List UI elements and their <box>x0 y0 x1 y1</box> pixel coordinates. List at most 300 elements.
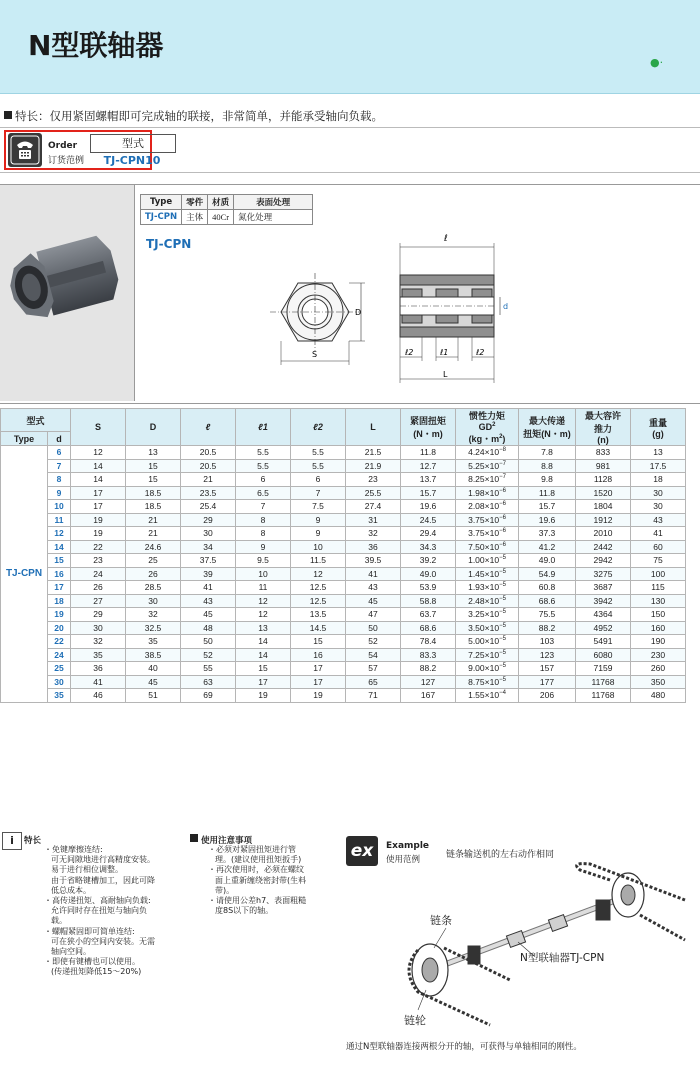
cell-mt: 8.8 <box>519 459 576 473</box>
torque-line1: 紧固扭矩 <box>409 416 446 426</box>
cell-l: 34 <box>181 540 236 554</box>
example-description: 链条输送机的左右动作相同 <box>446 850 555 860</box>
inertia-mantissa: 1.45 <box>468 568 485 579</box>
cell-l1: 8 <box>236 527 291 541</box>
cell-mt: 7.8 <box>519 446 576 460</box>
inertia-exponent: −6 <box>499 541 506 548</box>
cell-l1: 12 <box>236 608 291 622</box>
cell-th: 7159 <box>576 662 631 676</box>
list-item: 可在狭小的空间内安装。无需 <box>51 936 155 946</box>
inertia-exponent: −6 <box>499 487 506 494</box>
cell-l2: 5.5 <box>291 459 346 473</box>
cell-D: 21 <box>126 527 181 541</box>
cell-l2: 16 <box>291 648 346 662</box>
dimension-table <box>0 408 686 703</box>
cell-inertia: $3.50\times 10^{-5}$ <box>456 621 519 635</box>
cell-l1: 6 <box>236 473 291 487</box>
cell-l1: 7 <box>236 500 291 514</box>
cell-S: 41 <box>71 675 126 689</box>
cell-d: 22 <box>48 635 71 649</box>
header-weight <box>631 409 686 446</box>
cell-D: 51 <box>126 689 181 703</box>
dim-L: L <box>443 370 448 379</box>
list-item: 度8S以下的轴。 <box>215 906 274 916</box>
list-item: ・高传递扭矩、高耐轴向负载: <box>44 896 151 906</box>
list-item: (传递扭矩降低15～20%) <box>51 967 142 977</box>
cell-l1: 14 <box>236 648 291 662</box>
cell-inertia: $7.50\times 10^{-6}$ <box>456 540 519 554</box>
cell-l2: 14.5 <box>291 621 346 635</box>
spec-header: 表面处理 <box>234 195 313 210</box>
inertia-mantissa: 7.50 <box>468 541 485 552</box>
list-item: ・螺帽紧固即可简单连结: <box>44 926 135 936</box>
cell-inertia: $1.93\times 10^{-5}$ <box>456 581 519 595</box>
cell-mt: 11.8 <box>519 486 576 500</box>
cell-l: 39 <box>181 567 236 581</box>
square-bullet-icon <box>190 834 198 842</box>
cell-w: 17.5 <box>631 459 686 473</box>
inertia-exponent: −6 <box>499 514 506 521</box>
thrust-line1: 最大容许 <box>584 411 621 421</box>
cell-l1: 10 <box>236 567 291 581</box>
header-inertia: 惯性力矩 $GD^2$ (kg・$m^2$) <box>456 409 519 446</box>
cell-l1: 8 <box>236 513 291 527</box>
cell-l2: 12.5 <box>291 594 346 608</box>
cell-l1: 19 <box>236 689 291 703</box>
cell-t: 15.7 <box>401 486 456 500</box>
table-row <box>1 608 686 622</box>
cell-l1: 5.5 <box>236 459 291 473</box>
cell-D: 35 <box>126 635 181 649</box>
dim-l2-left: ℓ2 <box>405 348 414 357</box>
cell-w: 13 <box>631 446 686 460</box>
cell-mt: 177 <box>519 675 576 689</box>
cell-t: 11.8 <box>401 446 456 460</box>
spec-cell: 氮化处理 <box>234 210 313 225</box>
cell-mt: 75.5 <box>519 608 576 622</box>
cell-S: 35 <box>71 648 126 662</box>
cell-l: 29 <box>181 513 236 527</box>
inertia-mantissa: 5.00 <box>468 636 485 647</box>
cell-mt: 123 <box>519 648 576 662</box>
cell-l: 45 <box>181 608 236 622</box>
header-type: Type <box>1 432 48 446</box>
feature-text: 特长：仅用紧固螺帽即可完成轴的联接，非常简单，并能承受轴向负载。 <box>15 109 383 123</box>
table-row <box>1 486 686 500</box>
dim-S: S <box>312 350 318 359</box>
cell-L: 41 <box>346 567 401 581</box>
cell-th: 833 <box>576 446 631 460</box>
cell-D: 32 <box>126 608 181 622</box>
cell-w: 480 <box>631 689 686 703</box>
cell-d: 24 <box>48 648 71 662</box>
table-row <box>1 675 686 689</box>
header-D: D <box>126 409 181 446</box>
cell-inertia: $1.45\times 10^{-5}$ <box>456 567 519 581</box>
spec-header: 零件 <box>182 195 208 210</box>
inertia-mantissa: 2.08 <box>468 501 485 512</box>
cell-S: 30 <box>71 621 126 635</box>
table-row <box>1 446 686 460</box>
cell-t: 29.4 <box>401 527 456 541</box>
cell-L: 54 <box>346 648 401 662</box>
cell-inertia: $3.75\times 10^{-6}$ <box>456 513 519 527</box>
cell-l2: 19 <box>291 689 346 703</box>
cell-inertia: $7.25\times 10^{-5}$ <box>456 648 519 662</box>
cell-S: 36 <box>71 662 126 676</box>
dim-l2-right: ℓ2 <box>476 348 485 357</box>
inertia-exponent: −7 <box>499 474 506 481</box>
product-label: TJ-CPN <box>146 237 192 251</box>
thrust-line3: (n) <box>597 435 609 445</box>
cell-l1: 11 <box>236 581 291 595</box>
cell-w: 260 <box>631 662 686 676</box>
table-row <box>1 540 686 554</box>
cell-l2: 17 <box>291 675 346 689</box>
cell-t: 63.7 <box>401 608 456 622</box>
cell-D: 26 <box>126 567 181 581</box>
cell-l: 20.5 <box>181 446 236 460</box>
cell-l: 48 <box>181 621 236 635</box>
header-S: S <box>71 409 126 446</box>
cell-th: 3687 <box>576 581 631 595</box>
cell-w: 18 <box>631 473 686 487</box>
inertia-mantissa: 8.25 <box>468 474 485 485</box>
cell-L: 57 <box>346 662 401 676</box>
inertia-exponent: −5 <box>499 649 506 656</box>
cell-th: 5491 <box>576 635 631 649</box>
cell-d: 20 <box>48 621 71 635</box>
spec-cell: 40Cr <box>208 210 234 225</box>
weight-line1: 重量 <box>648 417 667 428</box>
inertia-mantissa: 1.98 <box>468 487 485 498</box>
cell-l: 21 <box>181 473 236 487</box>
cell-S: 19 <box>71 513 126 527</box>
cell-d: 16 <box>48 567 71 581</box>
cell-inertia: $9.00\times 10^{-5}$ <box>456 662 519 676</box>
cell-D: 25 <box>126 554 181 568</box>
cell-S: 24 <box>71 567 126 581</box>
cell-l1: 5.5 <box>236 446 291 460</box>
cell-l: 30 <box>181 527 236 541</box>
cell-t: 13.7 <box>401 473 456 487</box>
header-l1: ℓ1 <box>236 409 291 446</box>
cell-S: 29 <box>71 608 126 622</box>
maxtorque-line2: 扭矩(N・m) <box>523 429 571 439</box>
table-row <box>1 594 686 608</box>
inertia-mantissa: 9.00 <box>468 663 485 674</box>
header-L: L <box>346 409 401 446</box>
cell-mt: 60.8 <box>519 581 576 595</box>
header-l2: ℓ2 <box>291 409 346 446</box>
feature-line <box>4 108 383 124</box>
cell-S: 14 <box>71 473 126 487</box>
table-row <box>1 621 686 635</box>
cell-inertia: $1.55\times 10^{-4}$ <box>456 689 519 703</box>
model-cell: TJ-CPN <box>1 446 48 703</box>
list-item: 载。 <box>51 916 67 926</box>
cell-L: 47 <box>346 608 401 622</box>
list-item: 允许同时存在扭矩与轴向负 <box>51 906 147 916</box>
cell-l1: 9.5 <box>236 554 291 568</box>
product-photo <box>0 185 135 401</box>
order-type-label: 型式 <box>90 134 176 153</box>
cell-S: 27 <box>71 594 126 608</box>
cell-D: 40 <box>126 662 181 676</box>
cell-S: 22 <box>71 540 126 554</box>
cell-t: 78.4 <box>401 635 456 649</box>
inertia-exponent: −4 <box>499 690 506 697</box>
inertia-mantissa: 3.75 <box>468 514 485 525</box>
technical-drawing <box>270 225 510 395</box>
cell-t: 83.3 <box>401 648 456 662</box>
cell-l2: 7 <box>291 486 346 500</box>
cell-w: 100 <box>631 567 686 581</box>
cell-mt: 68.6 <box>519 594 576 608</box>
cell-l: 41 <box>181 581 236 595</box>
cell-d: 10 <box>48 500 71 514</box>
cell-D: 15 <box>126 473 181 487</box>
cell-th: 2010 <box>576 527 631 541</box>
cell-w: 190 <box>631 635 686 649</box>
inertia-mantissa: 7.25 <box>468 649 485 660</box>
cell-L: 27.4 <box>346 500 401 514</box>
cell-l2: 15 <box>291 635 346 649</box>
cell-d: 25 <box>48 662 71 676</box>
cell-l1: 12 <box>236 594 291 608</box>
label-sprocket: 链轮 <box>404 1014 426 1027</box>
example-label-cn: 使用范例 <box>386 855 421 865</box>
cell-th: 1520 <box>576 486 631 500</box>
features-list <box>44 845 184 978</box>
table-row <box>1 473 686 487</box>
cell-l: 23.5 <box>181 486 236 500</box>
order-label-en: Order <box>48 141 78 151</box>
torque-line2: (N・m) <box>413 429 443 439</box>
cell-inertia: $5.00\times 10^{-5}$ <box>456 635 519 649</box>
cell-w: 350 <box>631 675 686 689</box>
cell-inertia: $3.25\times 10^{-5}$ <box>456 608 519 622</box>
cell-th: 4364 <box>576 608 631 622</box>
cell-d: 19 <box>48 608 71 622</box>
maxtorque-line1: 最大传递 <box>528 416 565 426</box>
cell-S: 17 <box>71 486 126 500</box>
list-item: ・即使有键槽也可以使用。 <box>44 957 140 967</box>
spec-header: 材质 <box>208 195 234 210</box>
dim-D: D <box>355 308 362 317</box>
inertia-paren: ) <box>502 434 506 444</box>
cell-l1: 15 <box>236 662 291 676</box>
cell-l: 50 <box>181 635 236 649</box>
cell-t: 127 <box>401 675 456 689</box>
cell-d: 7 <box>48 459 71 473</box>
cell-mt: 103 <box>519 635 576 649</box>
cell-l2: 12 <box>291 567 346 581</box>
cell-l: 63 <box>181 675 236 689</box>
cell-D: 30 <box>126 594 181 608</box>
label-coupling: N型联轴器TJ-CPN <box>520 952 605 964</box>
table-row <box>1 554 686 568</box>
table-row <box>1 567 686 581</box>
cell-th: 1128 <box>576 473 631 487</box>
list-item: ・再次使用时，必须在螺纹 <box>208 865 304 875</box>
cell-S: 14 <box>71 459 126 473</box>
cell-d: 17 <box>48 581 71 595</box>
cell-d: 35 <box>48 689 71 703</box>
table-row <box>1 581 686 595</box>
example-illustration <box>400 860 690 1030</box>
table-row <box>1 635 686 649</box>
cell-d: 18 <box>48 594 71 608</box>
cell-t: 39.2 <box>401 554 456 568</box>
dim-d: d <box>503 302 509 311</box>
cell-inertia: $8.75\times 10^{-5}$ <box>456 675 519 689</box>
spec-cell: TJ-CPN <box>141 210 182 225</box>
cell-d: 15 <box>48 554 71 568</box>
cell-L: 50 <box>346 621 401 635</box>
cell-D: 13 <box>126 446 181 460</box>
page-title: N型联轴器 <box>28 29 164 62</box>
telephone-icon <box>8 133 42 167</box>
thrust-line2: 推力 <box>593 424 612 434</box>
cell-mt: 206 <box>519 689 576 703</box>
inertia-line1: 惯性力矩 <box>468 411 505 421</box>
cell-L: 25.5 <box>346 486 401 500</box>
cell-w: 115 <box>631 581 686 595</box>
cell-th: 981 <box>576 459 631 473</box>
inertia-exponent: −5 <box>499 636 506 643</box>
header-torque <box>401 409 456 446</box>
cell-inertia: $2.48\times 10^{-5}$ <box>456 594 519 608</box>
inertia-unit: (kg・m <box>468 434 500 444</box>
cell-l2: 10 <box>291 540 346 554</box>
cell-th: 11768 <box>576 675 631 689</box>
cell-l: 20.5 <box>181 459 236 473</box>
cell-t: 49.0 <box>401 567 456 581</box>
spec-cell: 主体 <box>182 210 208 225</box>
cell-D: 38.5 <box>126 648 181 662</box>
cell-l: 25.4 <box>181 500 236 514</box>
table-body <box>1 446 686 703</box>
cell-t: 88.2 <box>401 662 456 676</box>
dim-l1: ℓ1 <box>440 348 449 357</box>
cell-L: 36 <box>346 540 401 554</box>
cell-mt: 37.3 <box>519 527 576 541</box>
weight-line2: (g) <box>652 428 664 439</box>
inertia-mantissa: 2.48 <box>468 595 485 606</box>
inertia-exponent: −7 <box>499 460 506 467</box>
cell-th: 1804 <box>576 500 631 514</box>
inertia-mantissa: 3.50 <box>468 622 485 633</box>
cell-S: 26 <box>71 581 126 595</box>
cell-l2: 9 <box>291 527 346 541</box>
cell-D: 15 <box>126 459 181 473</box>
cell-th: 11768 <box>576 689 631 703</box>
cell-l1: 9 <box>236 540 291 554</box>
cell-w: 150 <box>631 608 686 622</box>
cell-th: 3275 <box>576 567 631 581</box>
cell-L: 23 <box>346 473 401 487</box>
header-l: ℓ <box>181 409 236 446</box>
cell-mt: 88.2 <box>519 621 576 635</box>
cell-w: 41 <box>631 527 686 541</box>
cell-mt: 19.6 <box>519 513 576 527</box>
cell-inertia: $5.25\times 10^{-7}$ <box>456 459 519 473</box>
cell-inertia: $2.08\times 10^{-6}$ <box>456 500 519 514</box>
cell-L: 21.5 <box>346 446 401 460</box>
cell-D: 32.5 <box>126 621 181 635</box>
cell-w: 160 <box>631 621 686 635</box>
cell-L: 31 <box>346 513 401 527</box>
cell-D: 18.5 <box>126 486 181 500</box>
inertia-exponent: −6 <box>499 501 506 508</box>
cell-mt: 41.2 <box>519 540 576 554</box>
cell-D: 18.5 <box>126 500 181 514</box>
cell-th: 2442 <box>576 540 631 554</box>
cell-inertia: $1.00\times 10^{-5}$ <box>456 554 519 568</box>
header-model: 型式 <box>1 409 71 432</box>
cell-D: 24.6 <box>126 540 181 554</box>
list-item: 轴向空间。 <box>51 947 91 957</box>
cell-t: 24.5 <box>401 513 456 527</box>
cell-L: 71 <box>346 689 401 703</box>
cell-t: 58.8 <box>401 594 456 608</box>
cell-L: 45 <box>346 594 401 608</box>
table-row <box>1 527 686 541</box>
cell-inertia: $8.25\times 10^{-7}$ <box>456 473 519 487</box>
inertia-mantissa: 3.25 <box>468 609 485 620</box>
inertia-exponent: −5 <box>499 555 506 562</box>
cell-mt: 15.7 <box>519 500 576 514</box>
table-row <box>1 500 686 514</box>
cell-l2: 7.5 <box>291 500 346 514</box>
list-item: 低总成本。 <box>51 885 91 895</box>
cell-mt: 49.0 <box>519 554 576 568</box>
cell-th: 4952 <box>576 621 631 635</box>
features-title: 特长 <box>24 836 42 846</box>
cell-L: 52 <box>346 635 401 649</box>
cell-th: 2942 <box>576 554 631 568</box>
inertia-exponent: −5 <box>499 568 506 575</box>
cell-w: 30 <box>631 486 686 500</box>
square-bullet-icon <box>4 111 12 119</box>
inertia-exponent: −5 <box>499 622 506 629</box>
inertia-mantissa: 1.55 <box>468 690 485 701</box>
inertia-gd: GD <box>478 422 493 432</box>
list-item: ・免键摩擦连结: <box>44 845 103 854</box>
cell-mt: 157 <box>519 662 576 676</box>
cell-d: 11 <box>48 513 71 527</box>
inertia-mantissa: 1.00 <box>468 555 485 566</box>
inertia-exponent: −5 <box>499 595 506 602</box>
inertia-exponent: −8 <box>499 447 506 454</box>
list-item: 带)。 <box>215 885 235 895</box>
cell-t: 167 <box>401 689 456 703</box>
banner-dot-icon: ●· <box>650 56 664 69</box>
cell-l2: 9 <box>291 513 346 527</box>
cell-D: 28.5 <box>126 581 181 595</box>
table-row <box>1 662 686 676</box>
cell-w: 30 <box>631 500 686 514</box>
table-row <box>1 513 686 527</box>
inertia-mantissa: 8.75 <box>468 676 485 687</box>
cell-w: 43 <box>631 513 686 527</box>
cell-w: 60 <box>631 540 686 554</box>
cell-S: 46 <box>71 689 126 703</box>
cell-l: 43 <box>181 594 236 608</box>
cell-S: 23 <box>71 554 126 568</box>
notes-title-text: 使用注意事项 <box>201 836 253 846</box>
